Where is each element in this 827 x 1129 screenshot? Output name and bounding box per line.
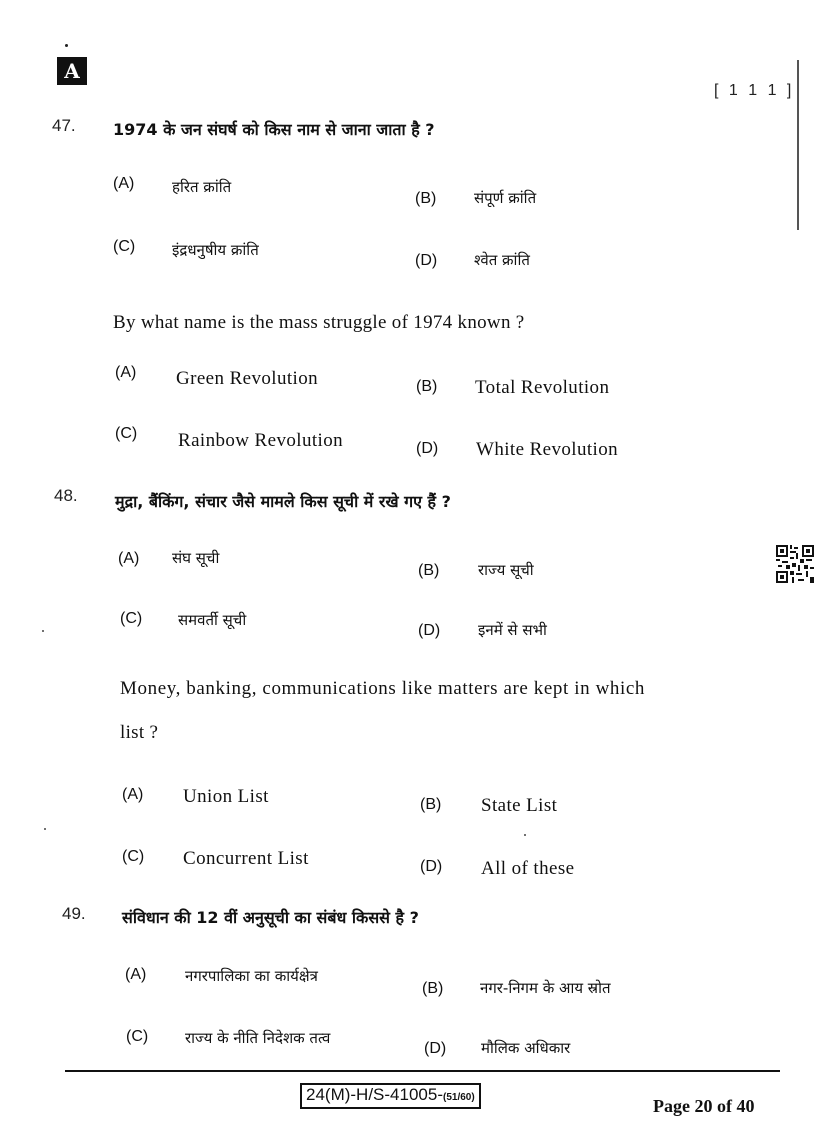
option-label: (A): [113, 175, 135, 192]
stray-dot: [42, 630, 44, 632]
option-text: Concurrent List: [183, 848, 309, 869]
option-text: नगर-निगम के आय स्रोत: [480, 979, 611, 997]
option-text: इनमें से सभी: [478, 621, 547, 639]
option-label: (D): [415, 252, 438, 269]
corner-marks: [ 1 1 1 ]: [714, 82, 795, 99]
question-text-english-line2: list ?: [120, 722, 159, 743]
page-number: Page 20 of 40: [653, 1096, 755, 1116]
paper-code-suffix: (51/60): [443, 1092, 475, 1103]
option-label: (D): [416, 440, 439, 457]
scan-edge-line: [797, 60, 799, 230]
option-text: All of these: [481, 858, 575, 879]
option-label: (A): [122, 786, 144, 803]
option-text: समवर्ती सूची: [178, 611, 247, 629]
option-text: संघ सूची: [172, 549, 220, 567]
option-label: (C): [113, 238, 136, 255]
option-label: (A): [118, 550, 140, 567]
option-text: श्वेत क्रांति: [474, 251, 530, 269]
option-label: (C): [122, 848, 145, 865]
question-text-english-line1: Money, banking, communications like matters are kept in which: [120, 678, 646, 699]
option-label: (A): [115, 364, 137, 381]
option-text: राज्य के नीति निदेशक तत्व: [185, 1029, 331, 1047]
option-text: संपूर्ण क्रांति: [474, 189, 537, 207]
option-label: (B): [415, 190, 437, 207]
stray-dot: [524, 834, 526, 836]
stray-dot: [65, 44, 68, 47]
option-text: Total Revolution: [475, 377, 610, 398]
option-text: State List: [481, 795, 558, 816]
stray-dot: [44, 828, 46, 830]
option-label: (A): [125, 966, 147, 983]
paper-code: 24(M)-H/S-41005-: [306, 1085, 443, 1104]
option-label: (D): [420, 858, 443, 875]
question-number: 47.: [52, 116, 76, 135]
option-label: (B): [420, 796, 442, 813]
option-text: Rainbow Revolution: [178, 430, 343, 451]
option-label: (B): [416, 378, 438, 395]
question-text-hindi: 1974 के जन संघर्ष को किस नाम से जाना जाता है ?: [113, 120, 435, 139]
question-number: 49.: [62, 904, 86, 923]
option-label: (D): [424, 1040, 447, 1057]
option-text: हरित क्रांति: [172, 178, 232, 196]
option-text: राज्य सूची: [478, 561, 534, 579]
option-label: (C): [126, 1028, 149, 1045]
option-label: (C): [120, 610, 143, 627]
qr-code-icon: [776, 545, 814, 583]
option-label: (B): [418, 562, 440, 579]
option-label: (D): [418, 622, 441, 639]
question-number: 48.: [54, 486, 78, 505]
option-text: मौलिक अधिकार: [481, 1039, 571, 1057]
option-label: (C): [115, 425, 138, 442]
option-text: Green Revolution: [176, 368, 319, 389]
option-text: इंद्रधनुषीय क्रांति: [172, 241, 259, 259]
question-text-hindi: संविधान की 12 वीं अनुसूची का संबंध किससे है ?: [122, 908, 419, 927]
option-text: White Revolution: [476, 439, 619, 460]
set-label: A: [64, 59, 80, 83]
question-text-english: By what name is the mass struggle of 1974 known ?: [113, 312, 525, 333]
paper-code-box: [300, 1083, 481, 1109]
question-text-hindi: मुद्रा, बैंकिंग, संचार जैसे मामले किस सूची में रखे गए हैं ?: [115, 492, 451, 511]
set-badge: [57, 57, 87, 85]
footer-rule: [65, 1070, 780, 1072]
option-text: नगरपालिका का कार्यक्षेत्र: [185, 967, 318, 985]
option-text: Union List: [183, 786, 269, 807]
option-label: (B): [422, 980, 444, 997]
